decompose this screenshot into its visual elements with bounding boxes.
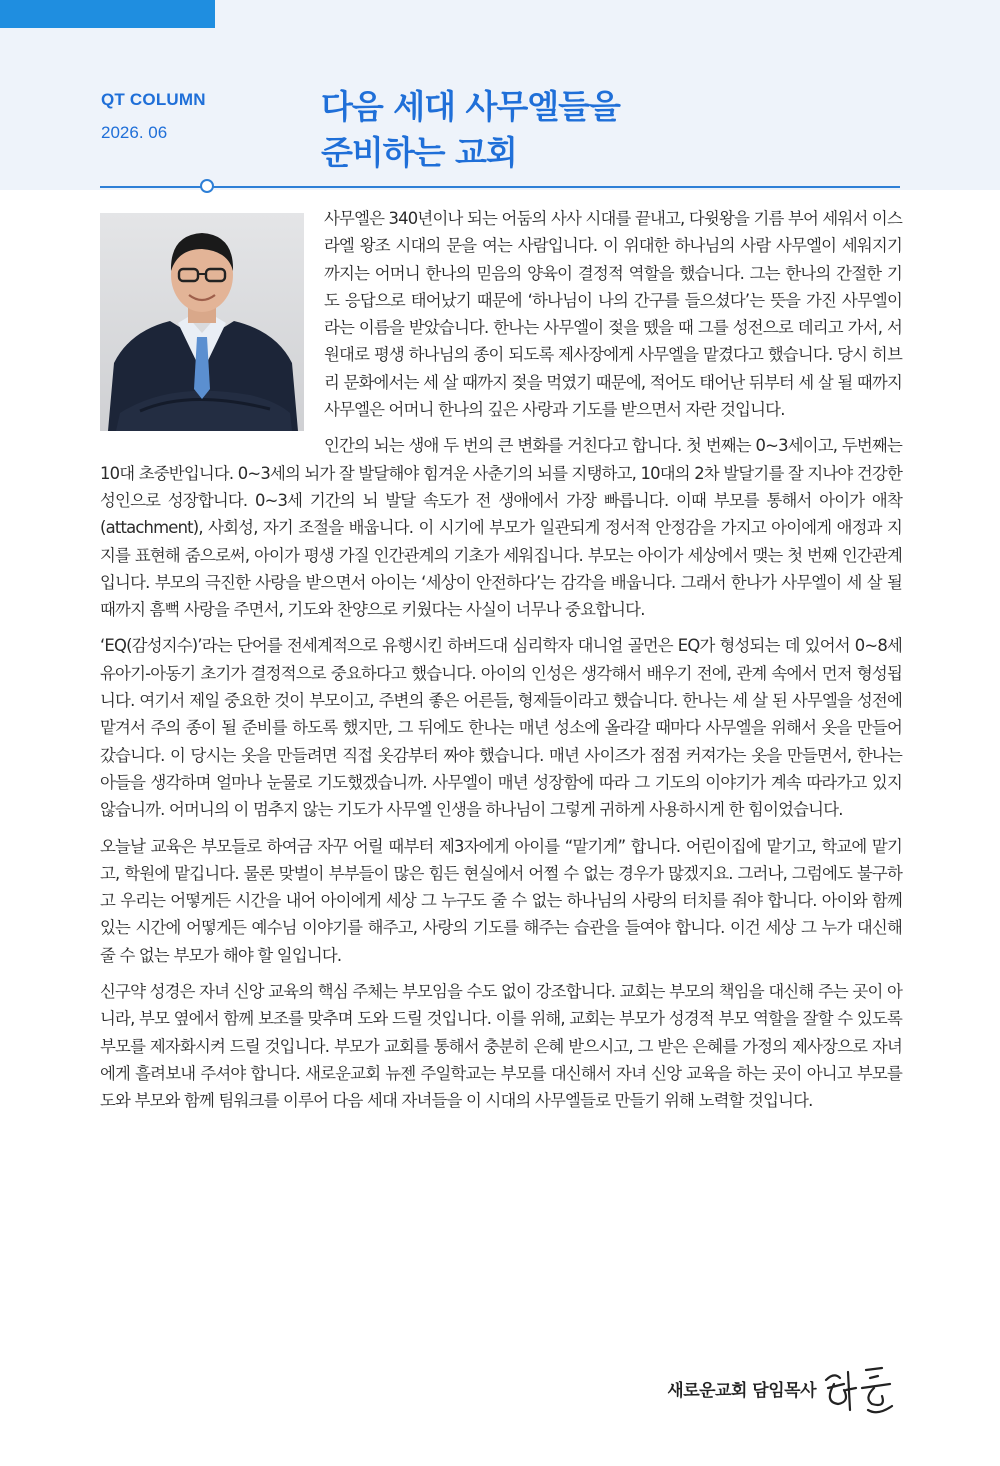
paragraph-3: ‘EQ(감성지수)’라는 단어를 전세계적으로 유행시킨 하버드대 심리학자 대니얼 골먼은 EQ가 형성되는 데 있어서 0~8세 유아기-아동기 초기가 결정적으로 중요하다고 했습니다. 아이의 인성은 생각해서 배우기 전에, 관계 속에서 먼저 형성됩니다. 여기서 제일 중요한 것이 부모이고, 주변의 좋은 어른들, 형제들이라고 했습니다. 한나는 세 살 된 사무엘을 성전에 맡겨서 주의 종이 될 준비를 하도록 했지만, 그 뒤에도 한나는 매년 성소에 올라갈 때마다 사무엘을 위해서 옷을 만들어 갔습니다. 이 당시는 옷을 만들려면 직접 옷감부터 짜야 했습니다. 매년 사이즈가 점점 커져가는 옷을 만들면서, 한나는 아들을 생각하며 얼마나 눈물로 기도했겠습니까. 사무엘이 매년 성장함에 따라 그 기도의 이야기가 계속 따라가고 있지 않습니까. 어머니의 이 멈추지 않는 기도가 사무엘 인생을 하나님이 그렇게 귀하게 사용하시게 한 힘이었습니다. (100, 636, 902, 820)
title-line-2: 준비하는 교회 (321, 133, 517, 172)
portrait-image (100, 213, 304, 431)
divider-knob (200, 179, 214, 193)
pastor-portrait (100, 213, 304, 431)
column-label: QT COLUMN (101, 90, 206, 109)
issue-date: 2026. 06 (101, 123, 168, 142)
paragraph-2: 인간의 뇌는 생애 두 번의 큰 변화를 거친다고 합니다. 첫 번째는 0~3세이고, 두번째는 10대 초중반입니다. 0~3세의 뇌가 잘 발달해야 힘겨운 사춘기의 뇌를 지탱하고, 10대의 2차 발달기를 잘 지나야 건강한 성인으로 성장합니다. 0~3세 기간의 뇌 발달 속도가 전 생애에서 가장 빠릅니다. 이때 부모를 통해서 아이가 애착(attachment), 사회성, 자기 조절을 배웁니다. 이 시기에 부모가 일관되게 정서적 안정감을 가지고 아이에게 애정과 지지를 표현해 줌으로써, 아이가 평생 가질 인간관계의 기초가 세워집니다. 부모는 아이가 세상에서 맺는 첫 번째 인간관계입니다. 부모의 극진한 사랑을 받으면서 아이는 ‘세상이 안전하다’는 감각을 배웁니다. 그래서 한나가 사무엘이 세 살 될 때까지 흠뻑 사랑을 주면서, 기도와 찬양으로 키웠다는 사실이 너무나 중요합니다. (100, 436, 902, 620)
signature-block (500, 1358, 900, 1418)
paragraph-5: 신구약 성경은 자녀 신앙 교육의 핵심 주체는 부모임을 수도 없이 강조합니다. 교회는 부모의 책임을 대신해 주는 곳이 아니라, 부모 옆에서 함께 보조를 맞추며 도와 드릴 것입니다. 이를 위해, 교회는 부모가 성경적 부모 역할을 잘할 수 있도록 부모를 제자화시켜 드릴 것입니다. 부모가 교회를 통해서 충분히 은혜 받으시고, 그 받은 은혜를 가정의 제사장으로 자녀에게 흘려보내 주셔야 합니다. 새로운교회 뉴젠 주일학교는 부모를 대신해서 자녀 신앙 교육을 하는 곳이 아니고 부모를 도와 부모와 함께 팀워크를 이루어 다음 세대 자녀들을 이 시대의 사무엘들로 만들기 위해 노력할 것입니다. (100, 982, 902, 1111)
paragraph-1: 사무엘은 340년이나 되는 어둠의 사사 시대를 끝내고, 다윗왕을 기름 부어 세워서 이스라엘 왕조 시대의 문을 여는 사람입니다. 이 위대한 하나님의 사람 사무엘이 세워지기까지는 어머니 한나의 믿음의 양육이 결정적 역할을 했습니다. 그는 한나의 간절한 기도 응답으로 태어났기 때문에 ‘하나님이 나의 간구를 들으셨다’는 뜻을 가진 사무엘이라는 이름을 받았습니다. 한나는 사무엘이 젖을 뗐을 때 그를 성전으로 데리고 가서, 서원대로 평생 하나님의 종이 되도록 제사장에게 사무엘을 맡겼다고 했습니다. 당시 히브리 문화에서는 세 살 때까지 젖을 먹였기 때문에, 적어도 태어난 뒤부터 세 살 될 때까지 사무엘은 어머니 한나의 깊은 사랑과 기도를 받으면서 자란 것입니다. (324, 209, 902, 420)
handwritten-signature (816, 1358, 900, 1418)
title-line-1: 다음 세대 사무엘들을 (321, 87, 620, 126)
article-body (100, 205, 902, 1124)
paragraph-4: 오늘날 교육은 부모들로 하여금 자꾸 어릴 때부터 제3자에게 아이를 “맡기게” 합니다. 어린이집에 맡기고, 학교에 맡기고, 학원에 맡깁니다. 물론 맞벌이 부부들이 많은 힘든 현실에서 어쩔 수 없는 경우가 많겠지요. 그러나, 그럼에도 불구하고 우리는 어떻게든 시간을 내어 아이에게 세상 그 누구도 줄 수 없는 하나님의 사랑의 터치를 줘야 합니다. 아이와 함께 있는 시간에 어떻게든 예수님 이야기를 해주고, 사랑의 기도를 해주는 습관을 들여야 합니다. 이건 세상 그 누가 대신해 줄 수 없는 부모가 해야 할 일입니다. (100, 836, 902, 965)
signature-label: 새로운교회 담임목사 (667, 1381, 816, 1401)
page-title (321, 84, 921, 176)
header-divider (100, 186, 900, 188)
header-accent-bar (0, 0, 215, 28)
